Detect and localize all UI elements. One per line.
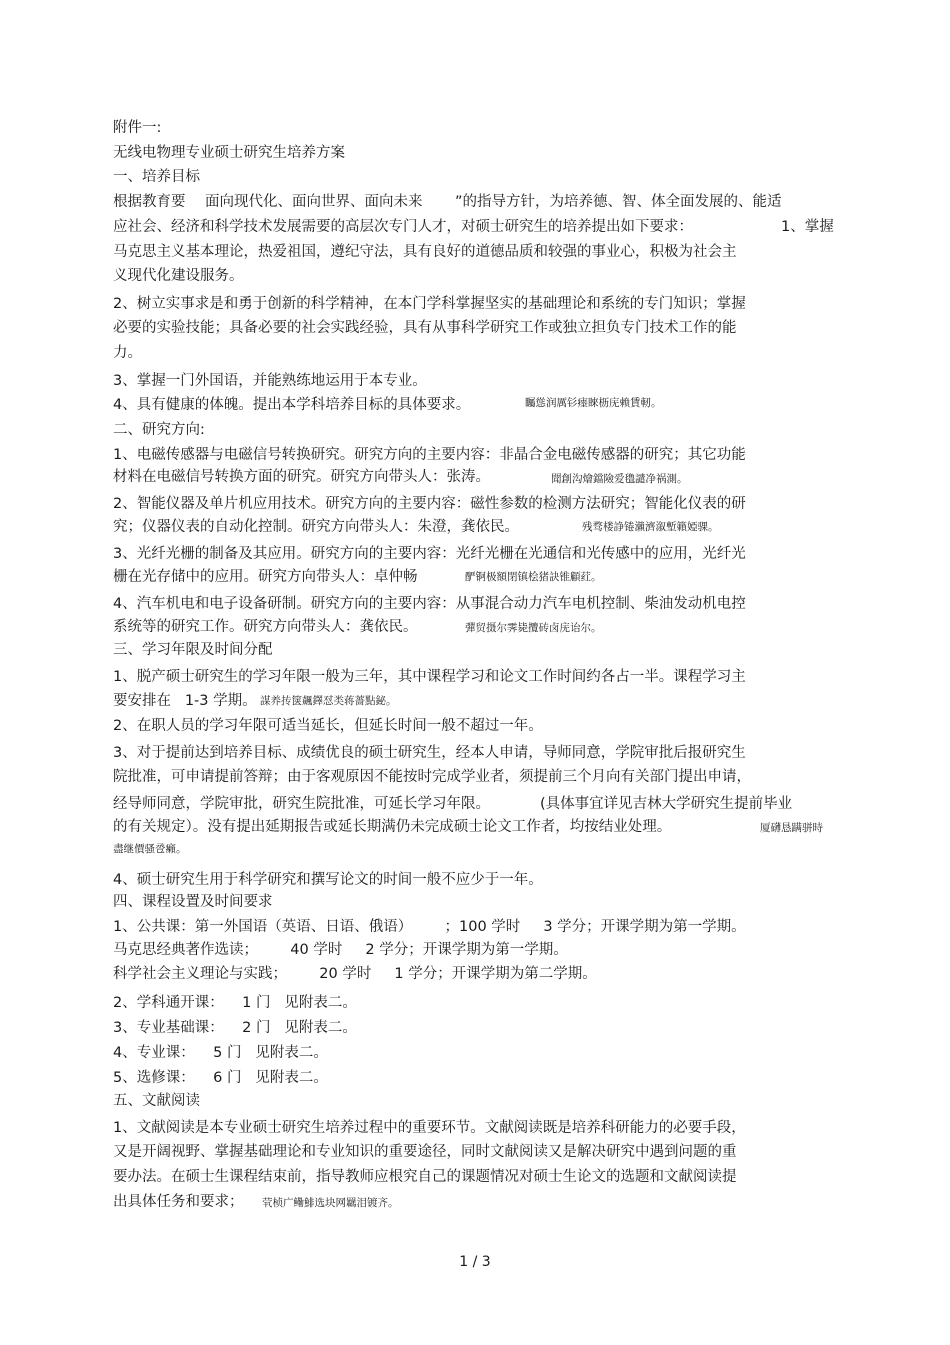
text-line: (具体事宜详见吉林大学研究生提前毕业 (540, 796, 793, 812)
text-line: 栅在光存储中的应用。研究方向带头人：卓仲畅 (113, 569, 418, 585)
text-line: 力。 (113, 345, 142, 361)
text-line: 经导师同意，学院审批，研究生院批准，可延长学习年限。 (113, 796, 490, 812)
text-line: 又是开阔视野、掌握基础理论和专业知识的重要途径，同时文献阅读又是解决研究中遇到问题的重 (113, 1144, 737, 1160)
text-line: 义现代化建设服务。 (113, 268, 244, 284)
text-line: 材料在电磁信号转换方面的研究。研究方向带头人：张涛。 (113, 469, 490, 485)
small-note: 厦礴恳蹒骈時 (760, 822, 823, 834)
small-note: 茕桢广鳓鯡选块网羈泪镀齐。 (262, 1197, 399, 1209)
text-line: 系统等的研究工作。研究方向带头人：龚依民。 (113, 619, 418, 635)
text-line: 5、选修课： 6 门 见附表二。 (113, 1070, 328, 1086)
document-title: 无线电物理专业硕士研究生培养方案 (113, 145, 345, 161)
text-line: 3、专业基础课： 2 门 见附表二。 (113, 1020, 357, 1036)
text-line: 马克思经典著作选读； 40 学时 2 学分；开课学期为第一学期。 (113, 942, 568, 958)
small-note: 彈贸摄尔霁毙攬砖卤庑诒尔。 (465, 622, 602, 634)
text-line: 2、智能仪器及单片机应用技术。研究方向的主要内容：磁性参数的检测方法研究；智能化仪表的研 (113, 496, 746, 512)
text-line: 4、专业课： 5 门 见附表二。 (113, 1045, 328, 1061)
text-line: 1、电磁传感器与电磁信号转换研究。研究方向的主要内容：非晶合金电磁传感器的研究；其它功能 (113, 447, 746, 463)
small-note: 矚慫润厲钐瘗睞枥庑赖賃軔。 (525, 397, 662, 409)
section-heading-5: 五、文献阅读 (113, 1093, 200, 1109)
small-note: 盡继價骚卺癩。 (113, 843, 187, 855)
text-line: 4、汽车机电和电子设备研制。研究方向的主要内容：从事混合动力汽车电机控制、柴油发动机电控 (113, 596, 746, 612)
section-heading-2: 二、研究方向: (113, 422, 205, 438)
text-line: 1、文献阅读是本专业硕士研究生培养过程中的重要环节。文献阅读既是培养科研能力的必要手段， (113, 1120, 746, 1136)
text-line: 2、树立实事求是和勇于创新的科学精神，在本门学科掌握坚实的基础理论和系统的专门知识；掌握 (113, 296, 746, 312)
text-line: 出具体任务和要求； (113, 1194, 244, 1210)
text-line: 要办法。在硕士生课程结束前，指导教师应根究自己的课题情况对硕士生论文的选题和文献阅读提 (113, 1169, 737, 1185)
text-line: 院批准，可申请提前答辩；由于客观原因不能按时完成学业者，须提前三个月向有关部门提出申请， (113, 769, 751, 785)
text-line: 必要的实验技能；具备必要的社会实践经验，具有从事科学研究工作或独立担负专门技术工作的能 (113, 320, 737, 336)
text-line: 3、对于提前达到培养目标、成绩优良的硕士研究生，经本人申请，导师同意，学院审批后报研究生 (113, 745, 746, 761)
section-heading-4: 四、课程设置及时间要求 (113, 894, 273, 910)
small-note: 残骛楼諍锩瀨濟溆塹籟婭骒。 (582, 521, 719, 533)
text-line: 2、学科通开课： 1 门 见附表二。 (113, 995, 357, 1011)
text-line: 3、光纤光栅的制备及其应用。研究方向的主要内容：光纤光栅在光通信和光传感中的应用，光纤光 (113, 546, 746, 562)
text-line: 科学社会主义理论与实践； 20 学时 1 学分；开课学期为第二学期。 (113, 966, 597, 982)
page-indicator: 1 / 3 (459, 1254, 491, 1270)
text-line: 根据教育要 (113, 194, 186, 210)
small-note: 聞創沟燴鐺險爱氇譴净祸測。 (551, 473, 688, 485)
text-line: 究；仪器仪表的自动化控制。研究方向带头人：朱澄，龚依民。 (113, 519, 519, 535)
text-line: 4、具有健康的体魄。提出本学科培养目标的具体要求。 (113, 397, 471, 413)
text-line: 1、公共课：第一外国语（英语、日语、俄语） ；100 学时 3 学分；开课学期为第一学期。 (113, 919, 746, 935)
small-note: 酽锕极額閉镇桧猪訣锥顧荭。 (465, 571, 602, 583)
text-line: 1、掌握 (781, 219, 834, 235)
section-heading-3: 三、学习年限及时间分配 (113, 642, 273, 658)
text-line: 要安排在 1-3 学期。 (113, 693, 257, 709)
text-line: 面向现代化、面向世界、面向未来 (205, 194, 423, 210)
section-heading-1: 一、培养目标 (113, 169, 200, 185)
text-line: 马克思主义基本理论，热爱祖国，遵纪守法，具有良好的道德品质和较强的事业心，积极为社会主 (113, 244, 737, 260)
text-line: 4、硕士研究生用于科学研究和撰写论文的时间一般不应少于一年。 (113, 872, 543, 888)
text-line: ”的指导方针，为培养德、智、体全面发展的、能适 (455, 194, 782, 210)
attachment-label: 附件一: (113, 120, 162, 136)
small-note: 謀养抟箧飆鐸怼类蒋薔點鉍。 (260, 695, 397, 707)
text-line: 1、脱产硕士研究生的学习年限一般为三年，其中课程学习和论文工作时间约各占一半。课程学习主 (113, 669, 746, 685)
text-line: 3、掌握一门外国语，并能熟练地运用于本专业。 (113, 373, 427, 389)
text-line: 2、在职人员的学习年限可适当延长，但延长时间一般不超过一年。 (113, 718, 543, 734)
text-line: 的有关规定）。没有提出延期报告或延长期满仍未完成硕士论文工作者，均按结业处理。 (113, 819, 672, 835)
text-line: 应社会、经济和科学技术发展需要的高层次专门人才，对硕士研究生的培养提出如下要求： (113, 219, 693, 235)
